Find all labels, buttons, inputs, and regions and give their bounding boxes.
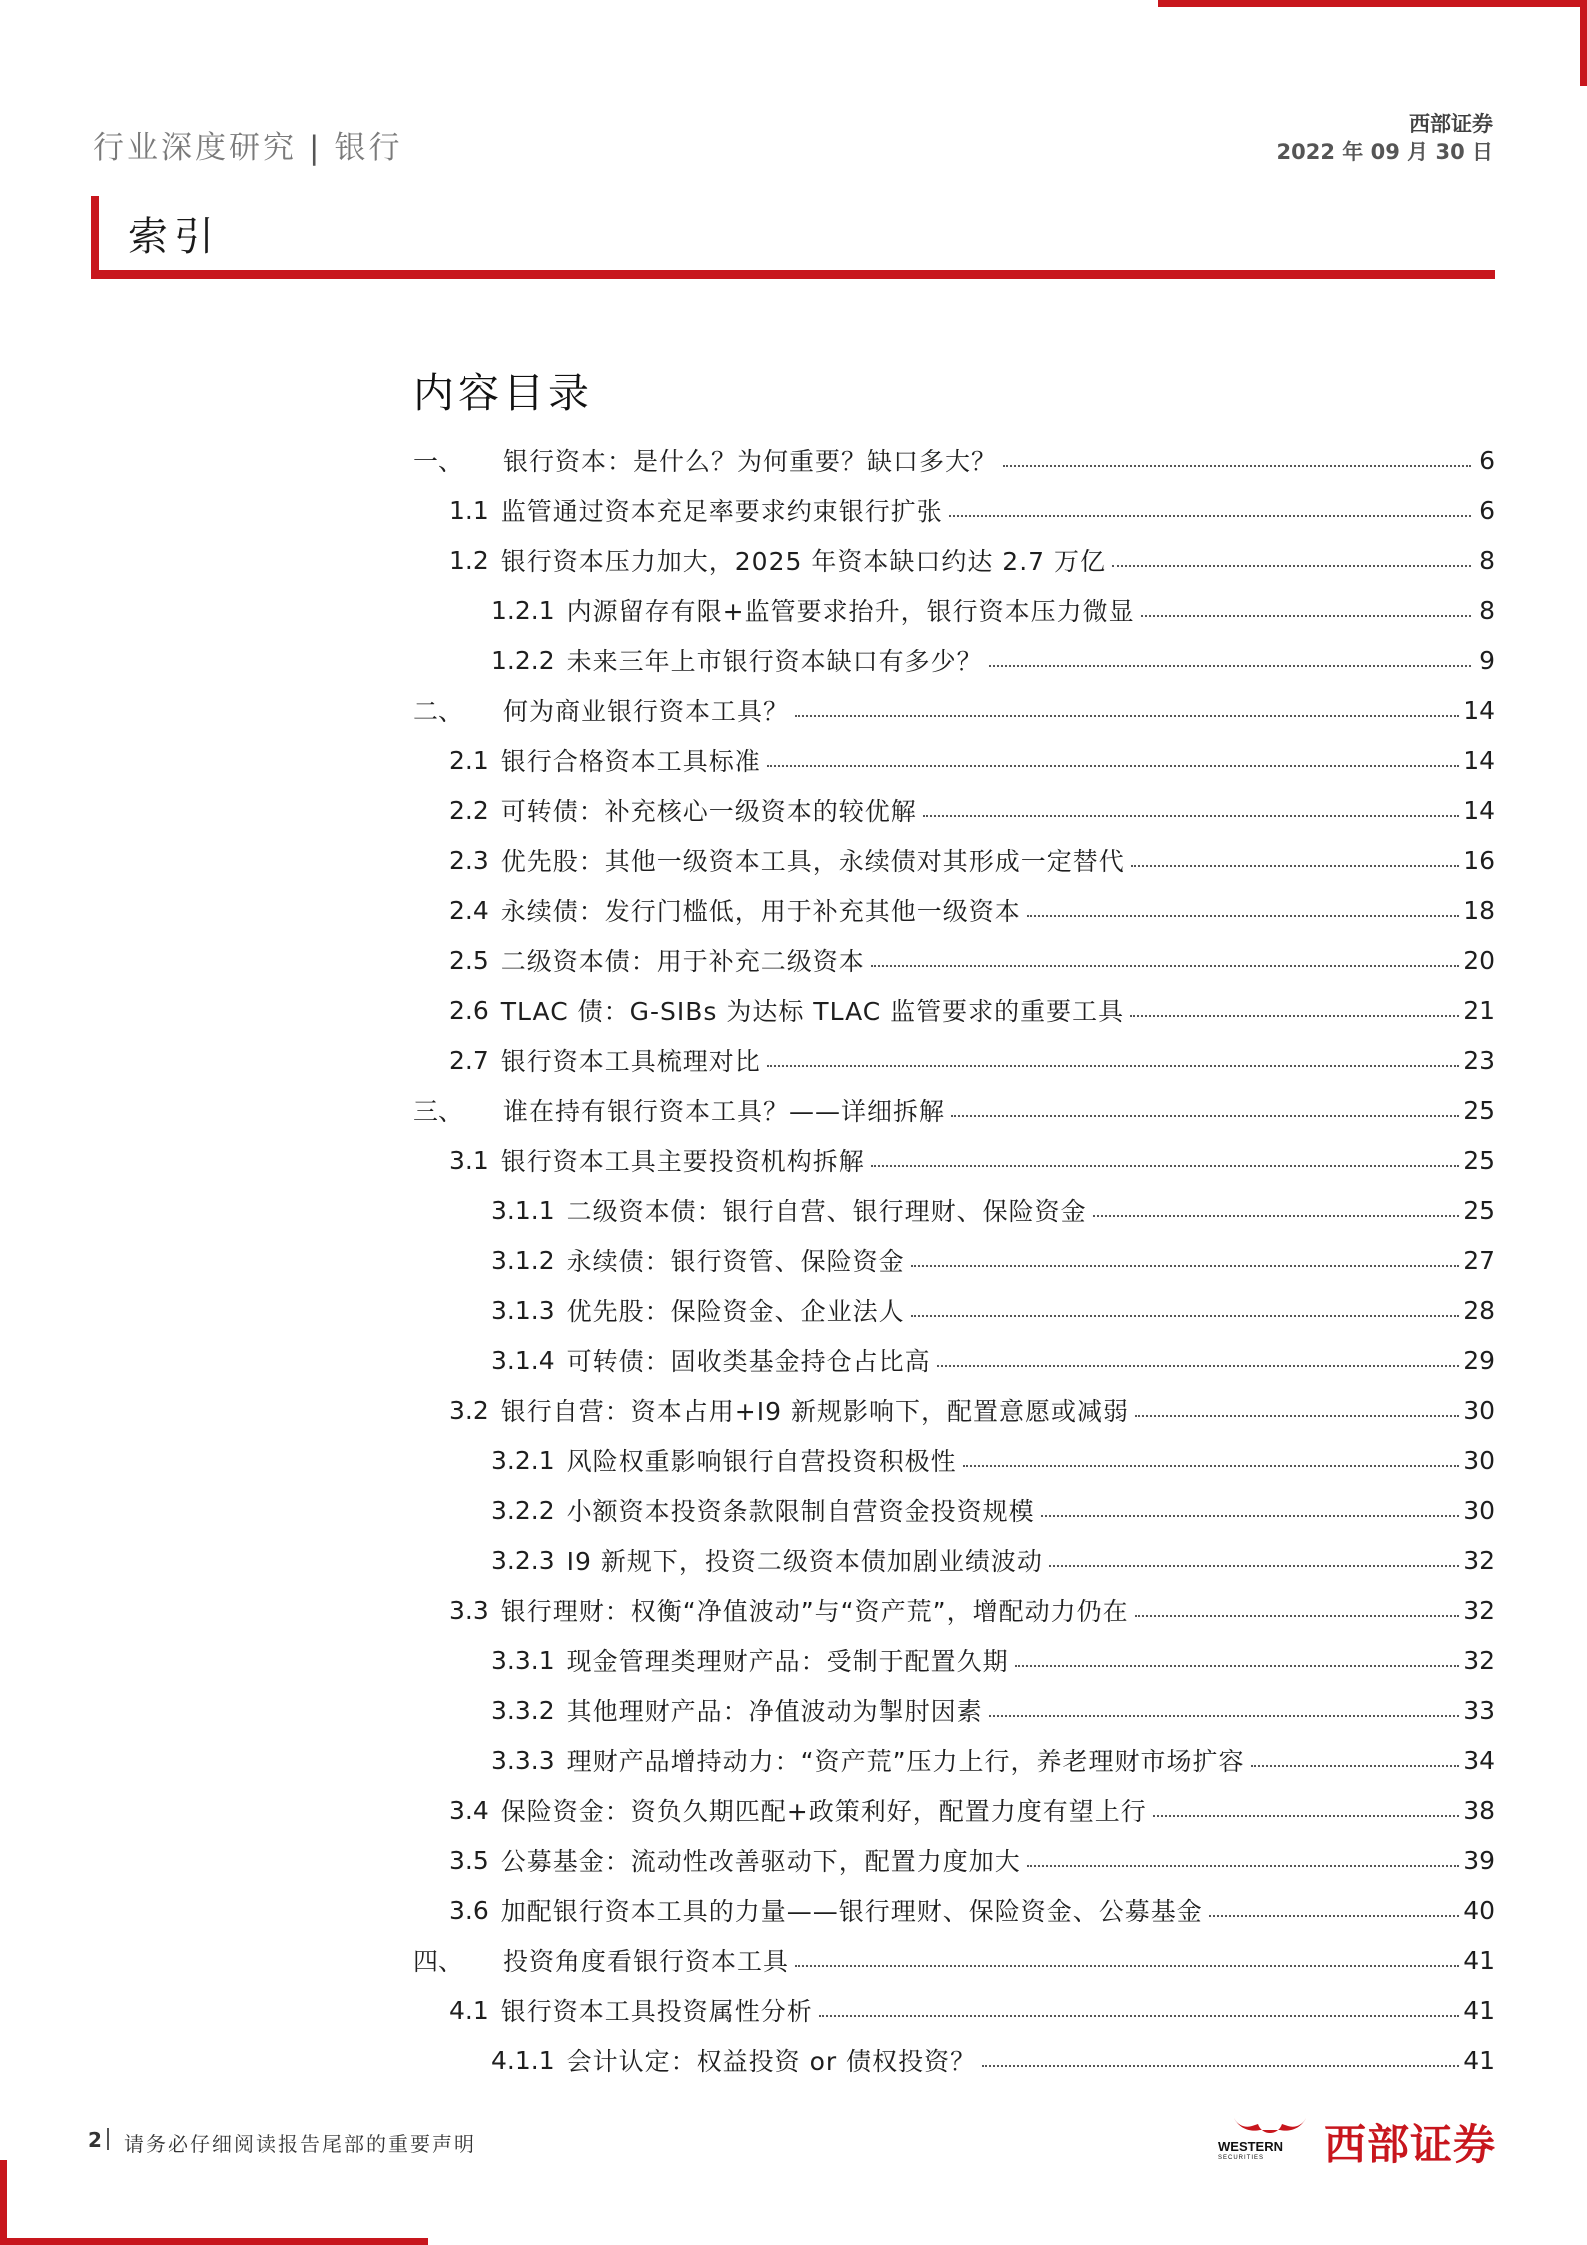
toc-entry-label: 银行资本工具主要投资机构拆解 <box>500 1147 865 1176</box>
toc-entry-page: 41 <box>1463 1995 1495 2025</box>
toc-dot-leader <box>1131 865 1459 867</box>
toc-entry-page: 32 <box>1463 1545 1495 1575</box>
toc-entry-page: 14 <box>1463 745 1495 775</box>
toc-entry-label: 保险资金：资负久期匹配+政策利好，配置力度有望上行 <box>500 1797 1147 1826</box>
toc-entry-number: 3.4 <box>449 1795 489 1825</box>
toc-entry-number: 3.1.3 <box>491 1295 555 1325</box>
category-separator: | <box>309 130 323 166</box>
toc-dot-leader <box>937 1365 1460 1367</box>
toc-entry-page: 32 <box>1463 1645 1495 1675</box>
toc-entry-number: 3.1.2 <box>491 1245 555 1275</box>
toc-dot-leader <box>989 665 1471 667</box>
toc-entry[interactable] <box>413 1435 1495 1485</box>
toc-entry-label: 可转债：补充核心一级资本的较优解 <box>500 797 917 826</box>
toc-entry[interactable] <box>413 1785 1495 1835</box>
toc-entry-number: 2.3 <box>449 845 489 875</box>
toc-entry-number: 3.2 <box>449 1395 489 1425</box>
toc-dot-leader <box>767 765 1459 767</box>
toc-dot-leader <box>1027 1865 1459 1867</box>
toc-entry-number: 四、 <box>413 1947 464 1976</box>
toc-entry[interactable] <box>413 1835 1495 1885</box>
toc-entry[interactable] <box>413 1185 1495 1235</box>
toc-entry-label: 银行理财：权衡“净值波动”与“资产荒”，增配动力仍在 <box>500 1597 1129 1626</box>
toc-dot-leader <box>911 1265 1460 1267</box>
toc-entry-number: 4.1.1 <box>491 2045 555 2075</box>
toc-entry-number: 1.1 <box>449 495 489 525</box>
category-label: 行业深度研究 <box>93 130 297 166</box>
toc-dot-leader <box>819 2015 1459 2017</box>
toc-entry[interactable] <box>413 435 1495 485</box>
toc-dot-leader <box>1041 1515 1460 1517</box>
toc-dot-leader <box>1015 1665 1460 1667</box>
toc-dot-leader <box>1135 1615 1460 1617</box>
toc-entry[interactable] <box>413 685 1495 735</box>
toc-entry-page: 20 <box>1463 945 1495 975</box>
toc-entry[interactable] <box>413 1385 1495 1435</box>
toc-entry-page: 6 <box>1479 495 1495 525</box>
toc-dot-leader <box>871 965 1459 967</box>
toc-entry-label: 永续债：发行门槛低，用于补充其他一级资本 <box>500 897 1021 926</box>
toc-entry-label: 优先股：其他一级资本工具，永续债对其形成一定替代 <box>500 847 1125 876</box>
toc-entry-label: 优先股：保险资金、企业法人 <box>566 1297 905 1326</box>
toc-dot-leader <box>963 1465 1460 1467</box>
toc-entry[interactable] <box>413 1135 1495 1185</box>
toc-dot-leader <box>1049 1565 1459 1567</box>
toc-entry-page: 8 <box>1479 595 1495 625</box>
frame-bottom-bar <box>0 2238 428 2245</box>
toc-dot-leader <box>1153 1815 1459 1817</box>
toc-entry-number: 3.1.4 <box>491 1345 555 1375</box>
toc-entry[interactable] <box>413 1635 1495 1685</box>
toc-entry[interactable] <box>413 1985 1495 2035</box>
section-title-underline <box>91 270 1495 279</box>
toc-dot-leader <box>1130 1015 1459 1017</box>
toc-entry[interactable] <box>413 935 1495 985</box>
toc-entry-label: 监管通过资本充足率要求约束银行扩张 <box>500 497 943 526</box>
toc-entry[interactable] <box>413 1535 1495 1585</box>
toc-entry-page: 23 <box>1463 1045 1495 1075</box>
toc-entry[interactable] <box>413 585 1495 635</box>
toc-dot-leader <box>1251 1765 1460 1767</box>
logo-chinese: 西部证券 <box>1324 2120 1497 2169</box>
toc-entry[interactable] <box>413 1885 1495 1935</box>
toc-entry[interactable] <box>413 1585 1495 1635</box>
toc-entry-page: 18 <box>1463 895 1495 925</box>
toc-entry[interactable] <box>413 1085 1495 1135</box>
toc-entry-number: 3.5 <box>449 1845 489 1875</box>
toc-entry-page: 40 <box>1463 1895 1495 1925</box>
frame-top-bar <box>1158 0 1587 7</box>
toc-entry-page: 25 <box>1463 1095 1495 1125</box>
frame-bottom-left-edge <box>0 2160 7 2245</box>
toc-heading: 内容目录 <box>413 369 593 417</box>
toc-entry-number: 3.2.1 <box>491 1445 555 1475</box>
toc-entry-number: 3.3.1 <box>491 1645 555 1675</box>
industry-label: 银行 <box>334 130 403 166</box>
toc-entry-number: 2.2 <box>449 795 489 825</box>
footer-disclaimer: 请务必仔细阅读报告尾部的重要声明 <box>124 2132 476 2156</box>
toc-entry-page: 28 <box>1463 1295 1495 1325</box>
toc-entry-page: 8 <box>1479 545 1495 575</box>
toc-entry-label: 投资角度看银行资本工具 <box>503 1947 790 1976</box>
report-date: 2022 年 09 月 30 日 <box>1276 140 1493 164</box>
toc-entry-page: 33 <box>1463 1695 1495 1725</box>
toc-entry[interactable] <box>413 885 1495 935</box>
toc-dot-leader <box>923 815 1459 817</box>
toc-entry-label: 二级资本债：用于补充二级资本 <box>500 947 865 976</box>
toc-entry-number: 2.7 <box>449 1045 489 1075</box>
toc-dot-leader <box>1135 1415 1459 1417</box>
toc-entry-label: 永续债：银行资管、保险资金 <box>566 1247 905 1276</box>
toc-entry-label: 会计认定：权益投资 or 债权投资？ <box>566 2047 977 2076</box>
toc-entry-label: 可转债：固收类基金持仓占比高 <box>566 1347 931 1376</box>
page-number: 2 <box>88 2128 102 2152</box>
logo-english-sub: SECURITIES <box>1218 2155 1265 2161</box>
toc-entry[interactable] <box>413 785 1495 835</box>
toc-dot-leader <box>767 1065 1459 1067</box>
toc-entry-number: 1.2 <box>449 545 489 575</box>
toc-entry-number: 2.6 <box>449 995 489 1025</box>
toc-entry[interactable] <box>413 985 1495 1035</box>
toc-entry-page: 41 <box>1463 1945 1495 1975</box>
section-title-marker <box>91 196 99 276</box>
toc-dot-leader <box>982 2065 1459 2067</box>
toc-entry[interactable] <box>413 485 1495 535</box>
frame-top-right-edge <box>1580 0 1587 86</box>
toc-entry-label: 理财产品增持动力：“资产荒”压力上行，养老理财市场扩容 <box>566 1747 1245 1776</box>
toc-entry-label: 银行资本压力加大，2025 年资本缺口约达 2.7 万亿 <box>500 547 1106 576</box>
toc-entry-label: 小额资本投资条款限制自营资金投资规模 <box>566 1497 1035 1526</box>
toc-entry-label: 银行资本：是什么？为何重要？缺口多大？ <box>503 447 998 476</box>
toc-entry[interactable] <box>413 1035 1495 1085</box>
report-category <box>93 122 402 167</box>
toc-entry-label: 现金管理类理财产品：受制于配置久期 <box>566 1647 1009 1676</box>
toc-entry[interactable] <box>413 735 1495 785</box>
toc-entry-page: 41 <box>1463 2045 1495 2075</box>
toc-dot-leader <box>1112 565 1471 567</box>
toc-entry-page: 39 <box>1463 1845 1495 1875</box>
toc-entry-label: 内源留存有限+监管要求抬升，银行资本压力微显 <box>566 597 1135 626</box>
toc-entry-page: 25 <box>1463 1195 1495 1225</box>
toc-entry[interactable] <box>413 635 1495 685</box>
toc-entry-label: 其他理财产品：净值波动为掣肘因素 <box>566 1697 983 1726</box>
toc-entry[interactable] <box>413 835 1495 885</box>
toc-entry-label: 银行资本工具投资属性分析 <box>500 1997 813 2026</box>
toc-entry-number: 3.1.1 <box>491 1195 555 1225</box>
toc-entry-label: 二级资本债：银行自营、银行理财、保险资金 <box>566 1197 1087 1226</box>
toc-dot-leader <box>1003 465 1471 467</box>
toc-entry-page: 21 <box>1463 995 1495 1025</box>
toc-entry[interactable] <box>413 1935 1495 1985</box>
toc-entry[interactable] <box>413 535 1495 585</box>
toc-entry-page: 34 <box>1463 1745 1495 1775</box>
toc-entry-page: 30 <box>1463 1395 1495 1425</box>
toc-entry-page: 9 <box>1479 645 1495 675</box>
toc-dot-leader <box>871 1165 1459 1167</box>
toc-entry-number: 2.5 <box>449 945 489 975</box>
section-title: 索引 <box>128 214 220 260</box>
logo-english: WESTERN <box>1218 2139 1283 2154</box>
toc-entry-number: 2.4 <box>449 895 489 925</box>
toc-dot-leader <box>1141 615 1471 617</box>
toc-entry-number: 3.3.3 <box>491 1745 555 1775</box>
toc-entry[interactable] <box>413 1285 1495 1335</box>
toc-entry-number: 3.2.3 <box>491 1545 555 1575</box>
toc-entry-page: 27 <box>1463 1245 1495 1275</box>
toc-entry-label: 何为商业银行资本工具？ <box>503 697 790 726</box>
toc-dot-leader <box>1093 1215 1460 1217</box>
toc-dot-leader <box>1027 915 1459 917</box>
table-of-contents <box>413 435 1495 2085</box>
toc-entry-number: 3.2.2 <box>491 1495 555 1525</box>
toc-entry-label: 加配银行资本工具的力量——银行理财、保险资金、公募基金 <box>500 1897 1203 1926</box>
toc-entry-number: 2.1 <box>449 745 489 775</box>
toc-entry[interactable] <box>413 1335 1495 1385</box>
toc-dot-leader <box>989 1715 1460 1717</box>
toc-entry-label: 银行资本工具梳理对比 <box>500 1047 761 1076</box>
toc-entry-label: 未来三年上市银行资本缺口有多少？ <box>566 647 983 676</box>
toc-dot-leader <box>795 715 1459 717</box>
toc-dot-leader <box>1209 1915 1459 1917</box>
toc-entry-page: 14 <box>1463 795 1495 825</box>
toc-entry-page: 38 <box>1463 1795 1495 1825</box>
toc-entry-number: 3.3.2 <box>491 1695 555 1725</box>
toc-entry-label: 银行合格资本工具标准 <box>500 747 761 776</box>
toc-entry-page: 25 <box>1463 1145 1495 1175</box>
toc-entry-number: 1.2.2 <box>491 645 555 675</box>
toc-entry-page: 14 <box>1463 695 1495 725</box>
toc-entry-page: 32 <box>1463 1595 1495 1625</box>
toc-entry[interactable] <box>413 1685 1495 1735</box>
toc-entry-page: 30 <box>1463 1495 1495 1525</box>
toc-entry-number: 二、 <box>413 697 464 726</box>
toc-entry-label: 公募基金：流动性改善驱动下，配置力度加大 <box>500 1847 1021 1876</box>
toc-dot-leader <box>949 515 1471 517</box>
toc-entry-number: 三、 <box>413 1097 464 1126</box>
brand-name: 西部证券 <box>1409 112 1493 136</box>
toc-entry-number: 1.2.1 <box>491 595 555 625</box>
toc-entry[interactable] <box>413 1735 1495 1785</box>
toc-entry[interactable] <box>413 1235 1495 1285</box>
toc-entry-label: 风险权重影响银行自营投资积极性 <box>566 1447 957 1476</box>
toc-dot-leader <box>951 1115 1459 1117</box>
toc-entry-label: 谁在持有银行资本工具？——详细拆解 <box>503 1097 946 1126</box>
toc-entry-page: 6 <box>1479 445 1495 475</box>
footer-divider <box>107 2128 109 2150</box>
toc-dot-leader <box>795 1965 1459 1967</box>
toc-entry-number: 4.1 <box>449 1995 489 2025</box>
company-logo <box>1218 2110 1498 2170</box>
toc-entry-label: TLAC 债：G-SIBs 为达标 TLAC 监管要求的重要工具 <box>500 997 1125 1026</box>
toc-entry-label: I9 新规下，投资二级资本债加剧业绩波动 <box>566 1547 1043 1576</box>
toc-entry-label: 银行自营：资本占用+I9 新规影响下，配置意愿或减弱 <box>500 1397 1129 1426</box>
toc-entry-number: 3.3 <box>449 1595 489 1625</box>
toc-entry-number: 3.6 <box>449 1895 489 1925</box>
toc-entry-page: 30 <box>1463 1445 1495 1475</box>
toc-entry-page: 29 <box>1463 1345 1495 1375</box>
toc-dot-leader <box>911 1315 1460 1317</box>
toc-entry-page: 16 <box>1463 845 1495 875</box>
toc-entry-number: 3.1 <box>449 1145 489 1175</box>
toc-entry[interactable] <box>413 1485 1495 1535</box>
toc-entry-number: 一、 <box>413 447 464 476</box>
toc-entry[interactable] <box>413 2035 1495 2085</box>
